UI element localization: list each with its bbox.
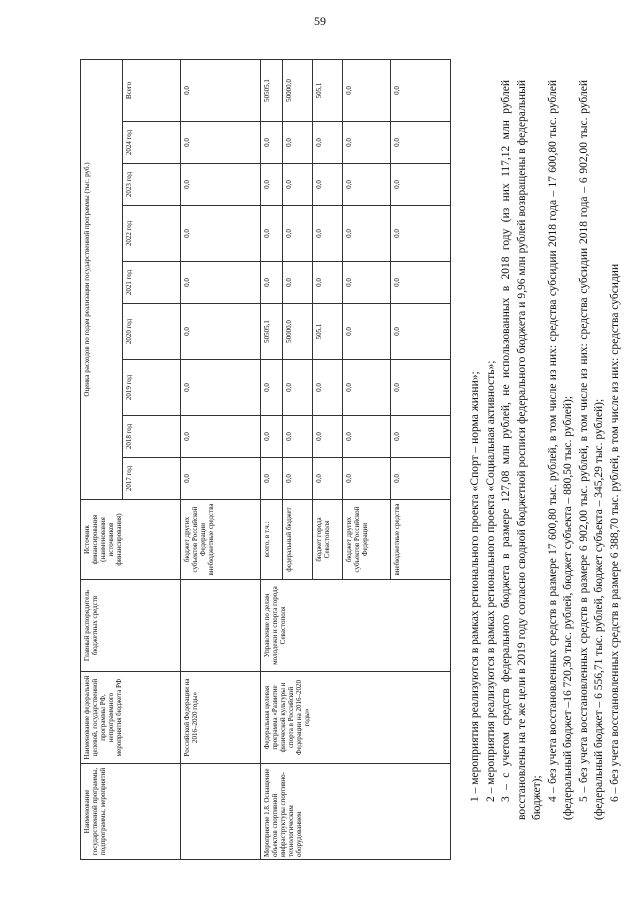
value-cell: 0,0 — [283, 360, 313, 416]
value-cell: 0,0 — [181, 360, 261, 416]
value-cell: 0,0 — [391, 304, 451, 360]
header-total: Всего — [123, 59, 181, 121]
header-year: 2024 год — [123, 122, 181, 164]
value-cell: 0,0 — [313, 360, 343, 416]
header-estimate: Оценка расходов по годам реализации государственной программы (тыс. руб.) — [81, 59, 123, 499]
value-cell: 0,0 — [261, 262, 283, 304]
header-year: 2018 год — [123, 416, 181, 458]
header-year: 2023 год — [123, 164, 181, 206]
value-cell: 0,0 — [313, 416, 343, 458]
header-year: 2017 год — [123, 458, 181, 500]
header-year: 2020 год — [123, 304, 181, 360]
value-cell: 505,1 — [313, 304, 343, 360]
value-cell: 0,0 — [343, 206, 391, 262]
footnote: 3 – с учетом средств федерального бюджета в размере 127,08 млн рублей, не использованных в 2018 году (из них 117,12 млн рублей восстановлены на те же цели в 2019 году согласно сводной бюджетной росписи федерального бюджета и 9,96 млн рублей возвращены в федеральный бюджет); — [500, 80, 544, 820]
footnote: 2 – мероприятия реализуются в рамках регионального проекта «Социальная активность»; — [484, 360, 497, 802]
manager-cell: Управление по делам молодежи и спорта города Севастополя — [261, 580, 451, 672]
value-cell: 0,0 — [391, 360, 451, 416]
value-cell: 0,0 — [283, 206, 313, 262]
value-cell: 0,0 — [343, 304, 391, 360]
value-cell: 50000,0 — [283, 304, 313, 360]
value-cell: 50505,1 — [261, 304, 283, 360]
page-number: 59 — [314, 14, 326, 28]
value-cell: 0,0 — [261, 206, 283, 262]
header-year: 2022 год — [123, 206, 181, 262]
header-program: Наименование государственной программы, подпрограммы, мероприятий — [81, 764, 181, 860]
value-cell: 0,0 — [261, 360, 283, 416]
value-cell: 0,0 — [343, 458, 391, 500]
value-cell: 505,1 — [313, 59, 343, 121]
header-federal-program: Наименование федеральной целевой, государственной программы РФ, непрограммного мероприятия бюджета РФ — [81, 672, 181, 764]
value-cell: 0,0 — [283, 122, 313, 164]
rotated-page-content — [80, 60, 630, 860]
table-row — [261, 59, 283, 859]
header-source: Источник финансирования (наименования источников финансирования) — [81, 500, 181, 580]
federal-program-cell: Российской Федерации на 2016–2020 годы» — [181, 672, 261, 764]
value-cell: 0,0 — [181, 206, 261, 262]
value-cell: 0,0 — [283, 416, 313, 458]
footnotes — [468, 80, 623, 820]
value-cell: 0,0 — [391, 164, 451, 206]
value-cell: 50000,0 — [283, 59, 313, 121]
footnote: 4 – без учета восстановленных средств в размере 17 600,80 тыс. рублей, в том числе из них: средства субсидии 2018 года – 17 600,80 тыс. рублей (федеральный бюджет –16 720,30 тыс. рублей, бюджет субъекта – 880,50 тыс. рублей); — [546, 80, 575, 820]
value-cell: 0,0 — [343, 360, 391, 416]
value-cell: 0,0 — [261, 416, 283, 458]
header-manager: Главный распорядитель бюджетных средств — [81, 580, 181, 672]
value-cell: 0,0 — [343, 164, 391, 206]
value-cell: 50505,1 — [261, 59, 283, 121]
value-cell: 0,0 — [283, 458, 313, 500]
source-cell: внебюджетные средства — [391, 500, 451, 580]
value-cell: 0,0 — [181, 262, 261, 304]
value-cell: 0,0 — [181, 416, 261, 458]
source-cell: бюджет других субъектов Российской Федерации внебюджетные средства — [181, 500, 261, 580]
source-cell: бюджет других субъектов Российской Федерации — [343, 500, 391, 580]
value-cell: 0,0 — [313, 164, 343, 206]
header-year: 2019 год — [123, 360, 181, 416]
footnote: 5 – без учета восстановленных средств в размере 6 902,00 тыс. рублей, в том числе из них: средства субсидии 2018 года – 6 902,00 тыс. рублей (федеральный бюджет – 6 556,71 тыс. рублей, бюджет субъекта – 345,29 тыс. рублей); — [577, 80, 606, 820]
value-cell: 0,0 — [181, 59, 261, 121]
value-cell: 0,0 — [391, 122, 451, 164]
header-year: 2021 год — [123, 262, 181, 304]
value-cell: 0,0 — [391, 59, 451, 121]
value-cell: 0,0 — [313, 122, 343, 164]
source-cell: всего, в т.ч.: — [261, 500, 283, 580]
value-cell: 0,0 — [313, 458, 343, 500]
footnote: 6 – без учета восстановленных средств в размере 6 388,70 тыс. рублей, в том числе из них: средства субсидии — [608, 263, 621, 802]
source-cell: бюджет города Севастополя — [313, 500, 343, 580]
event-cell: Мероприятие 1.8. Оснащение объектов спортивной инфраструктуры спортивно-технологическим оборудованием — [261, 764, 451, 860]
value-cell: 0,0 — [313, 206, 343, 262]
value-cell: 0,0 — [391, 206, 451, 262]
value-cell: 0,0 — [391, 416, 451, 458]
value-cell: 0,0 — [343, 416, 391, 458]
value-cell: 0,0 — [181, 458, 261, 500]
value-cell: 0,0 — [181, 304, 261, 360]
value-cell: 0,0 — [181, 122, 261, 164]
value-cell: 0,0 — [343, 262, 391, 304]
value-cell: 0,0 — [391, 458, 451, 500]
value-cell: 0,0 — [181, 164, 261, 206]
value-cell: 0,0 — [343, 59, 391, 121]
footnote: 1 – мероприятия реализуются в рамках регионального проекта «Спорт – норма жизни»; — [469, 371, 481, 802]
source-cell: федеральный бюджет — [283, 500, 313, 580]
value-cell: 0,0 — [261, 122, 283, 164]
federal-program-cell: Федеральная целевая программа «Развитие физической культуры и спорта в Российской Федерации на 2016–2020 годы» — [261, 672, 451, 764]
value-cell: 0,0 — [343, 122, 391, 164]
table-row — [181, 59, 261, 859]
value-cell: 0,0 — [283, 262, 313, 304]
expenses-table — [80, 59, 451, 860]
value-cell: 0,0 — [313, 262, 343, 304]
value-cell: 0,0 — [283, 164, 313, 206]
value-cell: 0,0 — [391, 262, 451, 304]
value-cell: 0,0 — [261, 164, 283, 206]
value-cell: 0,0 — [261, 458, 283, 500]
